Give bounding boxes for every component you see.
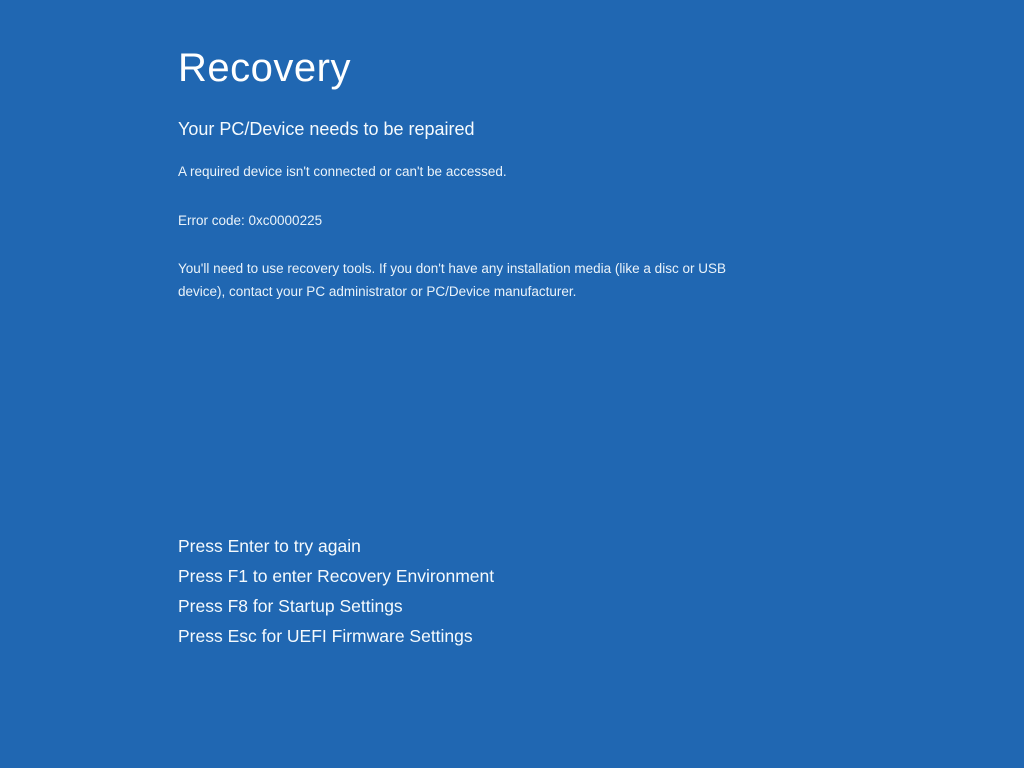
error-code: Error code: 0xc0000225 — [178, 213, 323, 228]
option-press-esc: Press Esc for UEFI Firmware Settings — [178, 626, 473, 646]
option-press-f8: Press F8 for Startup Settings — [178, 596, 403, 616]
error-message: A required device isn't connected or can't be accessed. — [178, 164, 507, 179]
page-title: Recovery — [178, 46, 351, 90]
option-press-f1: Press F1 to enter Recovery Environment — [178, 566, 495, 586]
recovery-subtitle: Your PC/Device needs to be repaired — [178, 119, 475, 139]
instructions-text: You'll need to use recovery tools. If you don't have any installation media (like a disc or USB device), contact your PC administrator or PC/Device manufacturer. — [178, 261, 726, 299]
key-options-list — [178, 531, 798, 651]
option-press-enter: Press Enter to try again — [178, 536, 361, 556]
recovery-content — [178, 44, 798, 651]
